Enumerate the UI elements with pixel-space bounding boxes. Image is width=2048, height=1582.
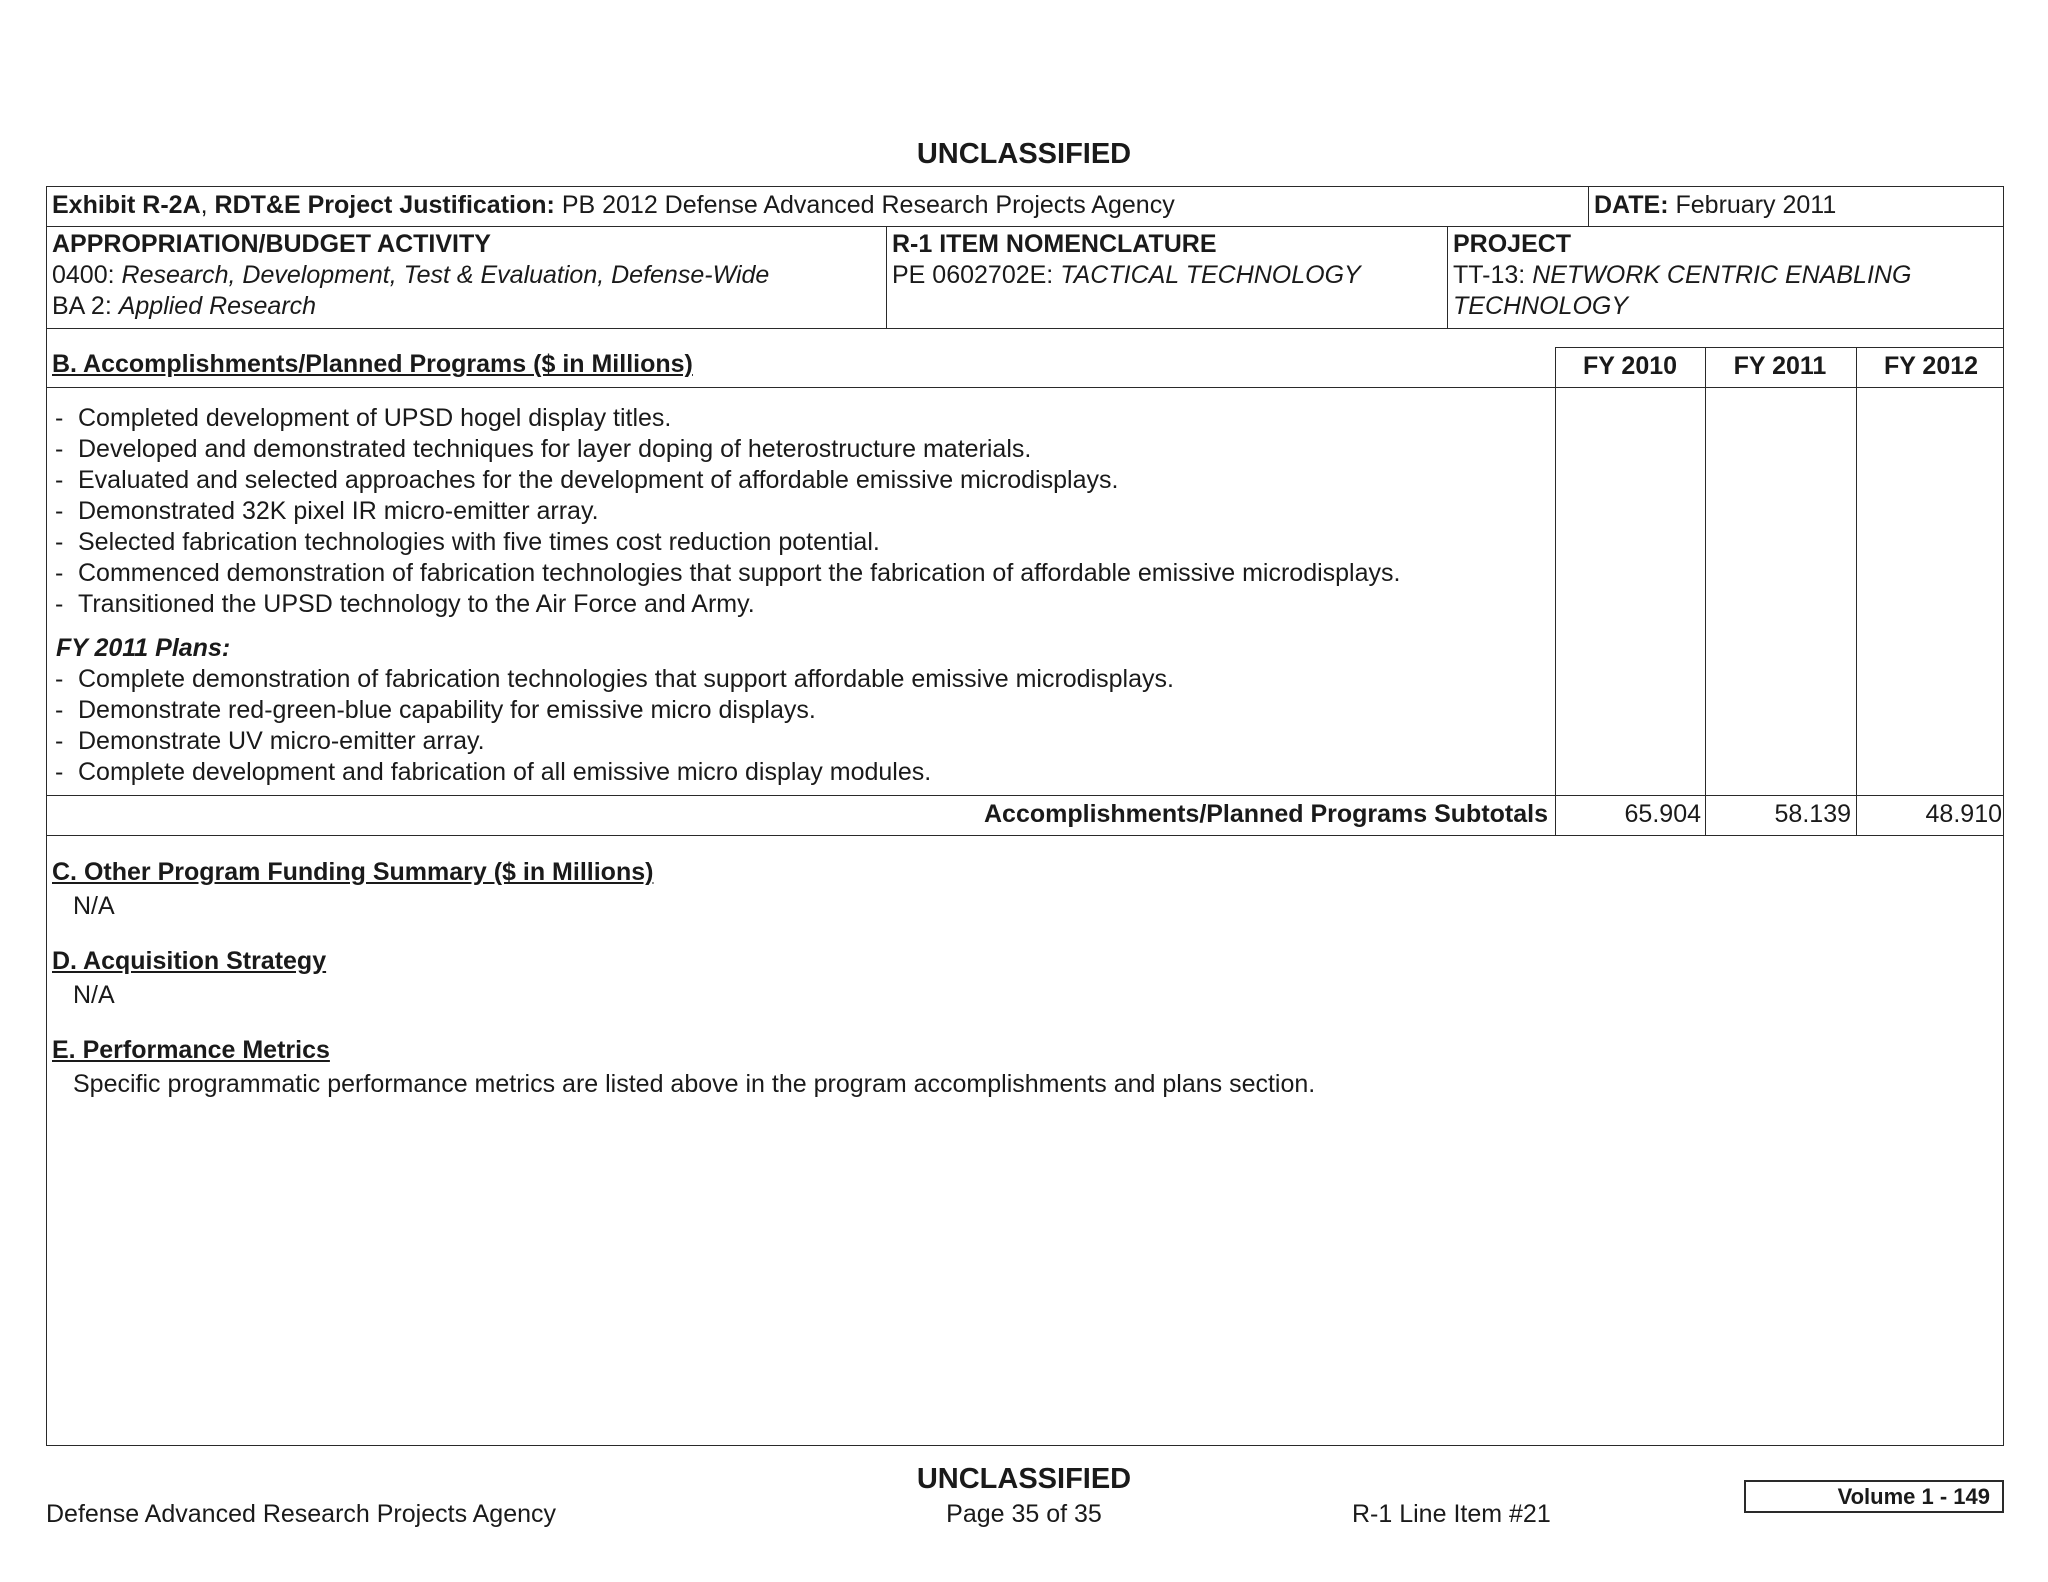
section-d-body: N/A [73, 981, 115, 1009]
exhibit-title: RDT&E Project Justification: [214, 191, 555, 219]
subtotal-label: Accomplishments/Planned Programs Subtotals [983, 800, 1548, 828]
r1-value: TACTICAL TECHNOLOGY [1060, 261, 1361, 289]
project-label: PROJECT [1453, 230, 1572, 258]
project-block [1453, 229, 1911, 322]
column-header-fy2011: FY 2011 [1733, 352, 1827, 380]
column-header-fy2010: FY 2010 [1582, 352, 1678, 380]
date-label: DATE: [1594, 191, 1669, 219]
subtotal-fy2011: 58.139 [1774, 800, 1851, 828]
section-e-title: E. Performance Metrics [52, 1036, 330, 1064]
project-value-line2: TECHNOLOGY [1453, 292, 1629, 320]
exhibit-title-line: Exhibit R-2A, RDT&E Project Justification: PB 2012 Defense Advanced Research Projects Agency [52, 191, 1175, 219]
appropriation-value: Research, Development, Test & Evaluation, Defense-Wide [121, 261, 770, 289]
plans-title: FY 2011 Plans: [56, 634, 231, 662]
date-value: February 2011 [1675, 191, 1837, 219]
section-d-title: D. Acquisition Strategy [52, 947, 327, 975]
r1-code: PE 0602702E: [892, 261, 1054, 289]
section-c-body: N/A [73, 892, 115, 920]
appropriation-label: APPROPRIATION/BUDGET ACTIVITY [52, 230, 491, 258]
subtotal-fy2012: 48.910 [1925, 800, 2002, 828]
footer-line-item: R-1 Line Item #21 [1352, 1500, 1551, 1528]
ba-code: BA 2: [52, 292, 112, 320]
date-field [1594, 190, 1836, 221]
project-code: TT-13: [1453, 261, 1526, 289]
section-c-title: C. Other Program Funding Summary ($ in Millions) [52, 858, 654, 886]
section-b-title: B. Accomplishments/Planned Programs ($ in Millions) [52, 350, 693, 378]
footer-agency: Defense Advanced Research Projects Agency [46, 1500, 557, 1528]
footer-volume-box: Volume 1 - 149 [1744, 1480, 2004, 1513]
r1-block [892, 229, 1361, 291]
classification-top: UNCLASSIFIED [916, 138, 1132, 170]
appropriation-block [52, 229, 769, 322]
r1-label: R-1 ITEM NOMENCLATURE [892, 230, 1217, 258]
classification-bottom: UNCLASSIFIED [916, 1463, 1132, 1495]
appropriation-code: 0400: [52, 261, 115, 289]
project-value-line1: NETWORK CENTRIC ENABLING [1532, 261, 1912, 289]
section-e-body: Specific programmatic performance metrics are listed above in the program accomplishments and plans section. [73, 1070, 1316, 1098]
column-header-fy2012: FY 2012 [1883, 352, 1979, 380]
footer-page-number: Page 35 of 35 [946, 1500, 1102, 1528]
exhibit-value: PB 2012 Defense Advanced Research Projects Agency [561, 191, 1175, 219]
exhibit-label: Exhibit R-2A [52, 191, 201, 219]
ba-value: Applied Research [118, 292, 317, 320]
subtotal-fy2010: 65.904 [1624, 800, 1701, 828]
